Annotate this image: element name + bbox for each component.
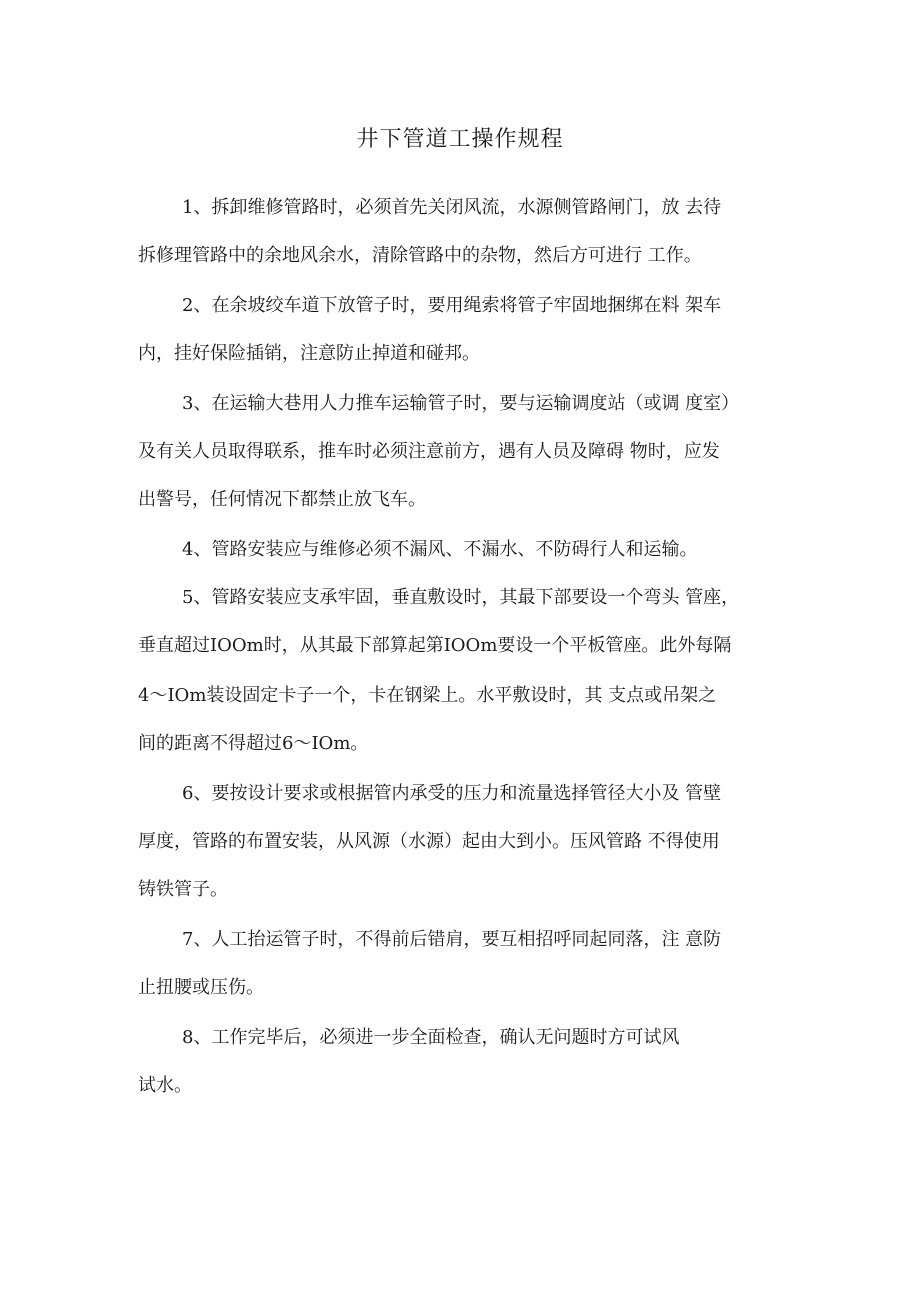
text-line: 5、管路安装应支承牢固，垂直敷设时，其最下部要设一个弯头 管座，: [182, 587, 740, 608]
text-line: 7、人工抬运管子时，不得前后错肩，要互相招呼同起同落，注 意防: [182, 929, 722, 950]
text-line: 及有关人员取得联系，推车时必须注意前方，遇有人员及障碍 物时，应发: [138, 441, 720, 462]
text-line: 拆修理管路中的余地风余水，清除管路中的杂物，然后方可进行 工作。: [138, 245, 702, 266]
text-line: 止扭腰或压伤。: [138, 977, 264, 998]
text-line: 内，挂好保险插销，注意防止掉道和碰邦。: [138, 343, 480, 364]
text-line: 1、拆卸维修管路时，必须首先关闭风流，水源侧管路闸门，放 去待: [182, 197, 722, 218]
text-line: 出警号，任何情况下都禁止放飞车。: [138, 489, 426, 510]
text-line: 铸铁管子。: [138, 879, 228, 900]
text-line: 6、要按设计要求或根据管内承受的压力和流量选择管径大小及 管壁: [182, 783, 722, 804]
text-line: 厚度，管路的布置安装，从风源（水源）起由大到小。压风管路 不得使用: [138, 831, 720, 852]
text-line: 4、管路安装应与维修必须不漏风、不漏水、不防碍行人和运输。: [182, 539, 698, 560]
text-line: 2、在余坡绞车道下放管子时，要用绳索将管子牢固地捆绑在料 架车: [182, 295, 722, 316]
text-line: 8、工作完毕后，必须进一步全面检查，确认无问题时方可试风: [182, 1027, 680, 1048]
text-line: 垂直超过IOOm时，从其最下部算起第IOOm要设一个平板管座。此外每隔: [138, 635, 732, 656]
text-line: 4～IOm装设固定卡子一个，卡在钢梁上。水平敷设时，其 支点或吊架之: [138, 685, 717, 706]
document-title: 井下管道工操作规程: [356, 127, 564, 152]
text-line: 试水。: [138, 1075, 192, 1096]
text-line: 3、在运输大巷用人力推车运输管子时，要与运输调度站（或调 度室）: [182, 393, 740, 414]
text-line: 间的距离不得超过6～IOm。: [138, 733, 369, 754]
